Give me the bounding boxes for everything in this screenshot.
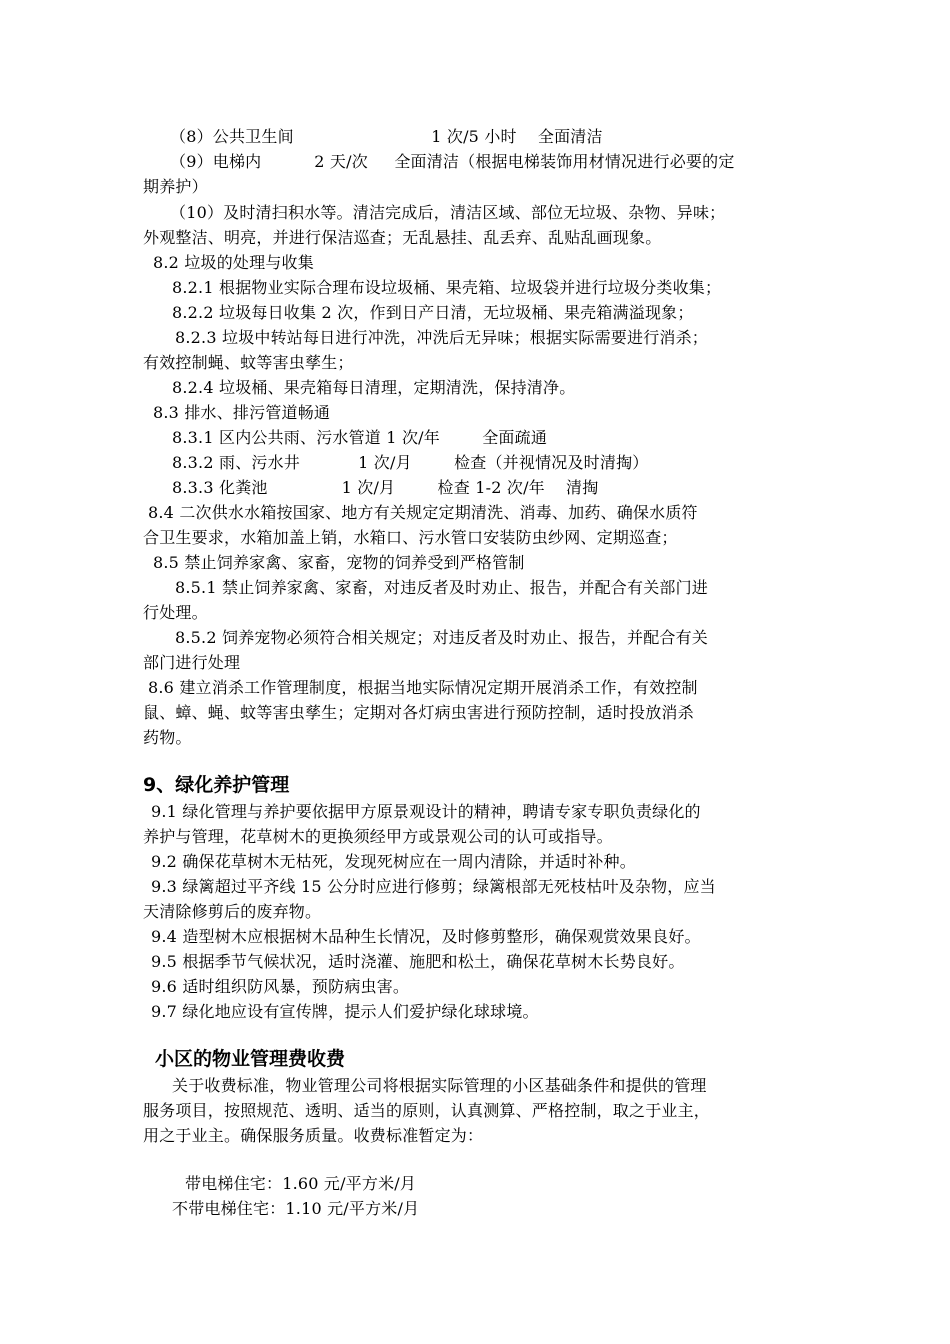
text-line: 8.3.1 区内公共雨、污水管道 1 次/年 全面疏通	[172, 428, 548, 447]
subsection-title: 8.2 垃圾的处理与收集	[153, 253, 314, 272]
text-line: 8.3.2 雨、污水井 1 次/月 检查（并视情况及时清掏）	[172, 453, 649, 472]
text-line: 关于收费标准，物业管理公司将根据实际管理的小区基础条件和提供的管理	[172, 1076, 707, 1095]
text-line: 8.4 二次供水水箱按国家、地方有关规定定期清洗、消毒、加药、确保水质符	[148, 503, 698, 522]
text-line: 8.2.4 垃圾桶、果壳箱每日清理，定期清洗，保持清净。	[172, 378, 576, 397]
text-line: 用之于业主。确保服务质量。收费标准暂定为：	[143, 1126, 484, 1145]
text-line: 8.2.3 垃圾中转站每日进行冲洗，冲洗后无异味；根据实际需要进行消杀；	[175, 328, 708, 347]
text-line: 9.4 造型树木应根据树木品种生长情况，及时修剪整形，确保观赏效果良好。	[151, 927, 701, 946]
section-heading: 9、绿化养护管理	[143, 774, 290, 796]
text-line: 8.3.3 化粪池 1 次/月 检查 1-2 次/年 清掏	[172, 478, 599, 497]
text-line: 8.2.1 根据物业实际合理布设垃圾桶、果壳箱、垃圾袋并进行垃圾分类收集；	[172, 278, 722, 297]
text-line: 外观整洁、明亮，并进行保洁巡查；无乱悬挂、乱丢弃、乱贴乱画现象。	[143, 228, 662, 247]
text-line: （10）及时清扫积水等。清洁完成后，清洁区域、部位无垃圾、杂物、异味；	[170, 203, 726, 222]
fee-rate-elevator: 带电梯住宅：1.60 元/平方米/月	[185, 1174, 417, 1193]
text-line: 药物。	[143, 728, 192, 747]
text-line: 9.6 适时组织防风暴，预防病虫害。	[151, 977, 410, 996]
text-line: 9.5 根据季节气候状况，适时浇灌、施肥和松土，确保花草树木长势良好。	[151, 952, 685, 971]
text-line: 9.7 绿化地应设有宣传牌，提示人们爱护绿化球球境。	[151, 1002, 539, 1021]
text-line: 鼠、蟑、蝇、蚊等害虫孳生；定期对各灯病虫害进行预防控制，适时投放消杀	[143, 703, 694, 722]
text-line: 合卫生要求，水箱加盖上销，水箱口、污水管口安装防虫纱网、定期巡查；	[143, 528, 678, 547]
text-line: 部门进行处理	[143, 653, 241, 672]
text-line: 服务项目，按照规范、透明、适当的原则，认真测算、严格控制，取之于业主，	[143, 1101, 711, 1120]
subsection-title: 8.3 排水、排污管道畅通	[153, 403, 331, 422]
text-line: 9.3 绿篱超过平齐线 15 公分时应进行修剪；绿篱根部无死枝枯叶及杂物，应当	[151, 877, 716, 896]
fee-rate-no-elevator: 不带电梯住宅：1.10 元/平方米/月	[172, 1199, 420, 1218]
text-line: 行处理。	[143, 603, 208, 622]
text-line: 养护与管理，花草树木的更换须经甲方或景观公司的认可或指导。	[143, 827, 613, 846]
text-line: 天清除修剪后的废弃物。	[143, 902, 322, 921]
text-line: 8.5.2 饲养宠物必须符合相关规定；对违反者及时劝止、报告，并配合有关	[175, 628, 708, 647]
text-line: 8.2.2 垃圾每日收集 2 次，作到日产日清，无垃圾桶、果壳箱满溢现象；	[172, 303, 694, 322]
section-heading: 小区的物业管理费收费	[155, 1048, 346, 1070]
text-line: 期养护）	[143, 177, 208, 196]
text-line: 9.1 绿化管理与养护要依据甲方原景观设计的精神，聘请专家专职负责绿化的	[151, 802, 701, 821]
text-line: （8）公共卫生间 1 次/5 小时 全面清洁	[170, 127, 603, 146]
text-line: 8.6 建立消杀工作管理制度，根据当地实际情况定期开展消杀工作，有效控制	[148, 678, 698, 697]
text-line: 9.2 确保花草树木无枯死，发现死树应在一周内清除，并适时补种。	[151, 852, 636, 871]
text-line: 8.5.1 禁止饲养家禽、家畜，对违反者及时劝止、报告，并配合有关部门进	[175, 578, 708, 597]
text-line: 有效控制蝇、蚊等害虫孳生；	[143, 353, 354, 372]
subsection-title: 8.5 禁止饲养家禽、家畜，宠物的饲养受到严格管制	[153, 553, 525, 572]
text-line: （9）电梯内 2 天/次 全面清洁（根据电梯装饰用材情况进行必要的定	[170, 152, 735, 171]
